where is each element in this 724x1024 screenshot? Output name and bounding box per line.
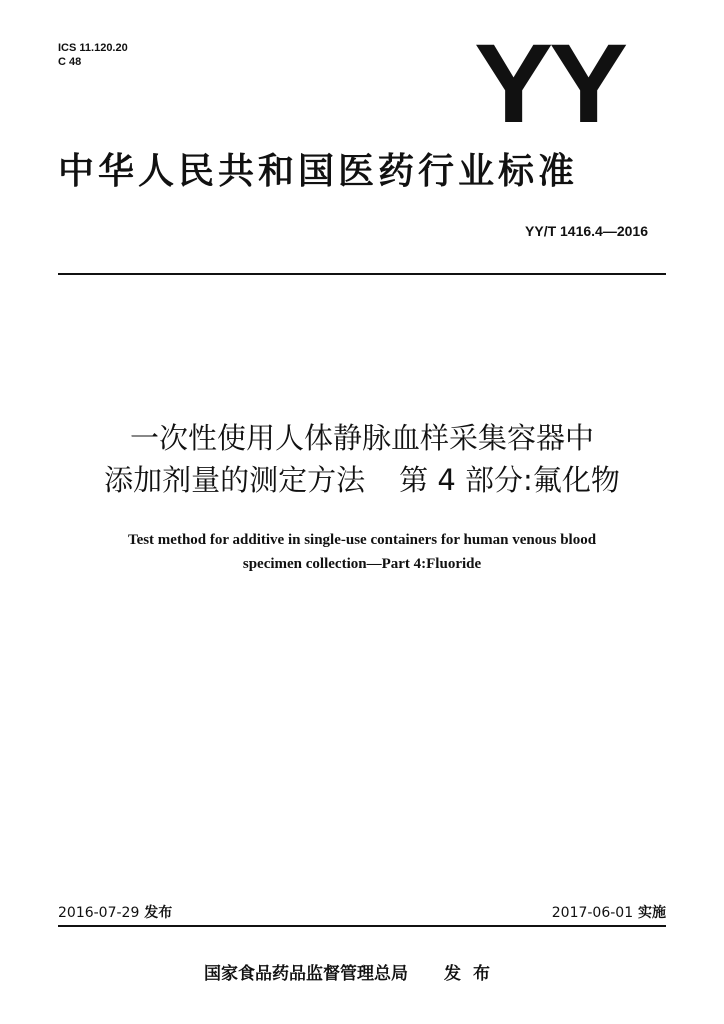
issuer	[204, 963, 502, 985]
chinese-title-line-2-part-1: 添加剂量的测定方法	[104, 463, 366, 497]
chinese-title-line-1: 一次性使用人体静脉血样采集容器中	[129, 421, 594, 455]
implementation-date-label: 实施	[633, 905, 666, 921]
footer-divider	[58, 925, 666, 927]
issue-date-label: 发布	[139, 905, 173, 921]
issue-date-value: 2016-07-29	[58, 905, 140, 921]
standard-type-logo: YY	[474, 21, 624, 146]
ccs-code: C 48	[58, 56, 82, 68]
implementation-date-value: 2017-06-01	[551, 905, 634, 921]
english-title-line-1: Test method for additive in single-use containers for human venous blood	[127, 532, 597, 548]
english-title-line-2: specimen collection—Part 4:Fluoride	[242, 556, 482, 572]
chinese-title-line-2-part-2: 第 4 部分:氟化物	[399, 463, 620, 497]
chinese-title-line-2	[40, 460, 684, 500]
issue-date	[58, 903, 172, 923]
implementation-date	[552, 903, 666, 923]
standard-number: YY/T 1416.4—2016	[525, 223, 648, 239]
issuer-name: 国家食品药品监督管理总局	[204, 964, 408, 984]
org-title: 中华人民共和国医药行业标准	[58, 151, 579, 192]
issuer-action: 发布	[444, 964, 502, 984]
classification-codes	[58, 41, 128, 69]
header-divider	[58, 273, 666, 275]
ics-code: ICS 11.120.20	[58, 42, 128, 54]
